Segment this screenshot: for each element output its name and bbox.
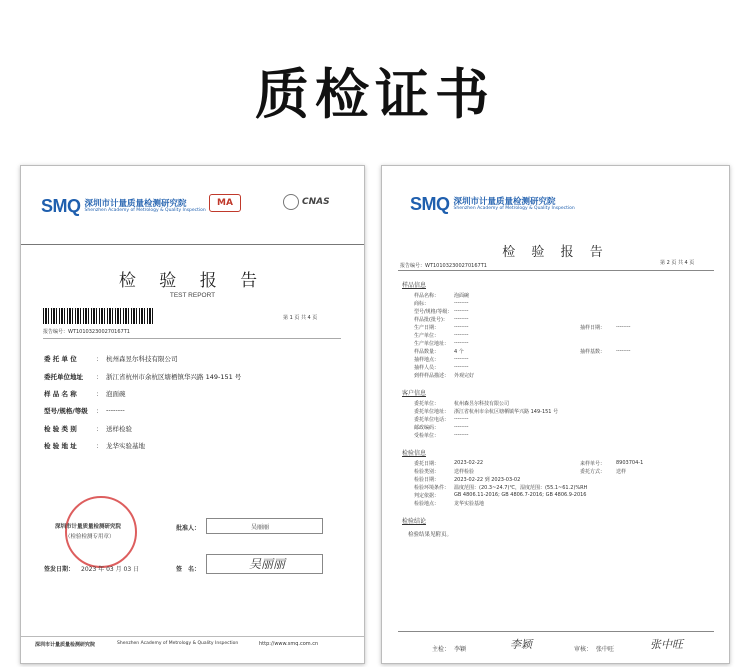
page-info: 第 1 页 共 4 页: [283, 315, 318, 321]
signature-divider: [398, 631, 714, 632]
report-cover-page: [20, 165, 365, 664]
test-field: 委托日期： 2023-02-22: [414, 460, 484, 467]
test-section-title: 检验信息: [402, 450, 427, 457]
barcode-icon: [43, 308, 153, 324]
sample-field: 型号/规格/等级： --------: [414, 308, 469, 315]
institute-name-cn: 深圳市计量质量检测研究院: [84, 198, 187, 209]
footer-institute-en: Shenzhen Academy of Metrology & Quality Inspection: [117, 641, 239, 646]
reviewer-name: 张中旺: [596, 646, 615, 653]
field-row: 型号/规格/等级 ： --------: [44, 406, 125, 415]
sample-field: 生产日期： --------: [414, 324, 469, 331]
sample-field: 样品名称： 泡面碗: [414, 293, 470, 299]
sample-field: 到样样品描述： 外观完好: [414, 373, 475, 379]
sample-field: 生产单位： --------: [414, 332, 469, 339]
institute-logo: [41, 196, 206, 217]
sample-field: 生产单位地址： --------: [414, 340, 469, 347]
institute-logo: [410, 194, 575, 215]
approver-name: 吴丽丽: [251, 524, 270, 531]
footer-divider: [21, 636, 364, 637]
signer-signature: 吴丽丽: [249, 557, 286, 571]
sample-field-right: 抽样日期： --------: [580, 324, 631, 331]
smq-logo-text: SMQ: [410, 194, 450, 214]
client-field: 邮政编码： --------: [414, 424, 469, 431]
field-row: 检 验 地 址 ： 龙华实验基地: [44, 442, 145, 450]
institute-name-en: Shenzhen Academy of Metrology & Quality Inspection: [453, 205, 575, 211]
stamp-org: 深圳市计量质量检测研究院: [55, 524, 122, 530]
footer-institute-cn: 深圳市计量质量检测研究院: [35, 642, 96, 648]
conclusion-text: 检验结果见附页。: [408, 532, 453, 538]
report-title-en: TEST REPORT: [169, 292, 216, 299]
sign-date: 2023 年 03 月 03 日: [81, 566, 140, 573]
institute-name-en: Shenzhen Academy of Metrology & Quality Inspection: [84, 207, 206, 213]
test-field: 检验环境条件： 温度范围：(20.3~24.7)℃，湿度范围：(55.1~61.2)%RH: [414, 485, 588, 491]
approver-label: 批准人：: [176, 525, 201, 532]
stamp-sub: （检验检测专用章）: [65, 534, 115, 540]
test-field-right: 来样单号： 8903704-1: [580, 460, 644, 467]
header-divider: [398, 270, 714, 271]
checker-signature: 李颖: [510, 638, 532, 651]
sample-section-title: 样品信息: [402, 282, 427, 289]
footer-url[interactable]: http://www.smq.com.cn: [259, 641, 319, 647]
report-number: 报告编号：WT101032300270167T1: [43, 329, 130, 335]
test-field: 判定依据： GB 4806.11-2016; GB 4806.7-2016; GB 4806.9-2016: [414, 492, 587, 499]
sample-field: 样品批(批号)： --------: [414, 316, 469, 323]
info-divider: [43, 338, 341, 339]
test-field-right: 委托方式： 送样: [580, 469, 627, 475]
report-number: 报告编号：WT101032300270167T1: [400, 263, 487, 269]
test-field: 检验日期： 2023-02-22 到 2023-03-02: [414, 477, 521, 483]
report-page-2: [381, 165, 730, 664]
client-field: 受检单位： --------: [414, 432, 469, 439]
cnas-mark-icon: CNAS: [283, 194, 343, 210]
checker-name: 李颖: [454, 646, 467, 653]
institute-name-cn: 深圳市计量质量检测研究院: [453, 196, 556, 207]
checker-label: 主检：: [432, 646, 451, 653]
signer-label: 签 名：: [176, 566, 201, 573]
sample-field-right: 抽样基数： --------: [580, 348, 631, 355]
smq-logo-text: SMQ: [41, 196, 81, 216]
client-field: 委托单位电话： --------: [414, 416, 469, 423]
test-field: 检验地点： 龙华实验基地: [414, 501, 485, 507]
client-section-title: 客户信息: [402, 390, 427, 397]
page-info: 第 2 页 共 4 页: [660, 260, 695, 266]
header-divider: [21, 244, 364, 245]
report-title-cn: 检 验 报 告: [118, 271, 267, 291]
sample-field: 样品数量： 4 个: [414, 349, 464, 355]
client-field: 委托单位地址： 浙江省杭州市余杭区塘栖镇华兴路 149-151 号: [414, 409, 559, 415]
client-field: 委托单位： 杭州森昱尔科技有限公司: [414, 401, 510, 407]
sign-date-label: 签发日期：: [44, 566, 75, 573]
field-row: 样 品 名 称 ： 泡面碗: [44, 390, 126, 398]
page-title: 质检证书: [255, 63, 495, 126]
reviewer-label: 审核：: [574, 646, 593, 653]
reviewer-signature: 张中旺: [650, 638, 683, 651]
field-row: 委托单位地址 ： 浙江省杭州市余杭区塘栖镇华兴路 149-151 号: [44, 373, 242, 381]
sample-field: 抽样地点： --------: [414, 356, 469, 363]
report-title: 检 验 报 告: [502, 245, 609, 260]
cma-mark-icon: MA: [209, 194, 241, 212]
sample-field: 商标： --------: [414, 300, 469, 307]
conclusion-section-title: 检验结论: [402, 518, 427, 525]
field-row: 检 验 类 别 ： 送样检验: [44, 425, 132, 433]
field-row: 委 托 单 位 ： 杭州森昱尔科技有限公司: [44, 355, 178, 363]
sample-field: 抽样人员： --------: [414, 364, 469, 371]
test-field: 检验类别： 送样检验: [414, 469, 475, 475]
